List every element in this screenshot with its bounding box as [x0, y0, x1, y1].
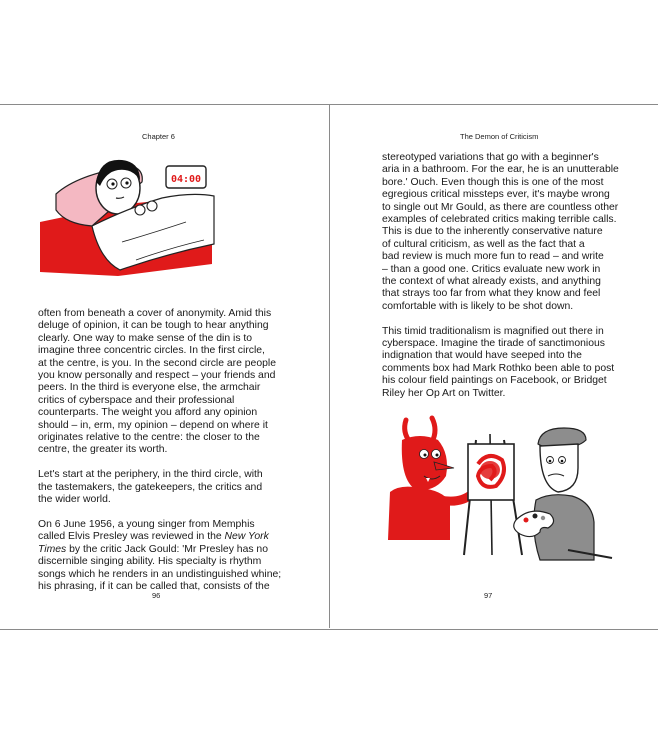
text-line: – than a good one. Critics evaluate new work in: [382, 263, 601, 275]
text-line: On 6 June 1956, a young singer from Memphis: [38, 518, 255, 530]
illustration-devil-and-painter: [380, 410, 620, 575]
text-line: originates relative to the centre: the closer to the: [38, 432, 260, 444]
paragraph: [38, 308, 290, 457]
text-line: the wider world.: [38, 494, 111, 506]
text-line: stereotyped variations that go with a beginner's: [382, 152, 599, 163]
text-line: [38, 531, 290, 543]
text-line: the context of what already exists, and anything: [382, 276, 601, 288]
text-line: imagine three concentric circles. In the first circle,: [38, 345, 265, 357]
devil-head: [402, 436, 447, 490]
devil-body: [388, 487, 450, 540]
text-line: should – in, erm, my opinion – depend on where it: [38, 419, 268, 431]
text-line: critics of cyberspace and their professional: [38, 394, 235, 406]
text-line: cyberspace. Imagine the tirade of sanctimonious: [382, 338, 605, 350]
text-line: you know personally and respect – your friends and: [38, 370, 276, 382]
text-line: examples of celebrated critics making terrible calls.: [382, 214, 617, 226]
paragraph: [382, 152, 634, 313]
text-line: comfortable with is likely to be shot down.: [382, 300, 574, 312]
italic-title: Times: [38, 543, 67, 555]
text-line: his phrasing, if it can be called that, consists of the: [38, 580, 270, 592]
painter-head: [540, 444, 578, 492]
paragraph: [38, 469, 290, 506]
text-line: peers. In the third is everyone else, the armchair: [38, 382, 261, 394]
easel: [464, 434, 522, 555]
sleeper-head: [96, 160, 140, 214]
running-head-left: Chapter 6: [142, 132, 175, 141]
text-line: bad review is much more fun to read – and write: [382, 251, 604, 263]
text-line: often from beneath a cover of anonymity. Amid this: [38, 308, 272, 319]
alarm-clock-icon: [166, 166, 206, 188]
text-line: his colour field paintings on Facebook, or Bridget: [382, 375, 607, 387]
text-line: centre, the greater its worth.: [38, 444, 168, 456]
text-line: that strays too far from what they know and feel: [382, 288, 601, 300]
text-line: at the centre, is you. In the second circle are people: [38, 357, 276, 369]
painter-figure: [514, 428, 612, 560]
text-line: clearly. One way to make sense of the din is to: [38, 332, 253, 344]
text-line: the tastemakers, the gatekeepers, the critics and: [38, 481, 263, 493]
text-line: discernible singing ability. His specialty is rhythm: [38, 556, 262, 568]
paragraph: [382, 326, 634, 400]
left-page-body: [38, 308, 290, 593]
text-line: comments box had Mark Rothko been able to post: [382, 362, 615, 374]
text-run: by the critic Jack Gould: 'Mr Presley has no: [66, 543, 268, 555]
text-line: songs which he renders in an undistinguished whine;: [38, 568, 282, 580]
text-line: bore.' Ouch. Even though this is one of the most: [382, 176, 604, 188]
text-line: [38, 544, 290, 556]
book-gutter: [329, 104, 330, 628]
text-line: This is due to the inherently conservative nature: [382, 226, 603, 238]
clock-digits: 04:00: [170, 174, 202, 185]
text-line: aria in a bathroom. For the ear, he is an unutterable: [382, 164, 619, 176]
page-number-right: 97: [484, 591, 493, 600]
text-line: of cultural criticism, as well as the fact that a: [382, 238, 585, 250]
text-line: Riley her Op Art on Twitter.: [382, 387, 506, 399]
text-line: counterparts. The weight you afford any opinion: [38, 407, 258, 419]
illustration-man-in-bed: [36, 152, 216, 282]
running-head-right: The Demon of Criticism: [460, 132, 539, 141]
text-line: to single out Mr Gould, as there are countless other: [382, 201, 619, 213]
text-run: called Elvis Presley was reviewed in the: [38, 531, 225, 543]
paragraph: [38, 519, 290, 593]
text-line: Let's start at the periphery, in the third circle, with: [38, 469, 263, 481]
text-line: indignation that would have seeped into the: [382, 350, 582, 362]
text-line: This timid traditionalism is magnified out there in: [382, 325, 604, 337]
italic-title: New York: [224, 531, 269, 543]
page-number-left: 96: [152, 591, 161, 600]
text-line: deluge of opinion, it can be tough to hear anything: [38, 320, 269, 332]
text-line: egregious critical missteps ever, it's maybe wrong: [382, 189, 610, 201]
right-page-body: [382, 152, 634, 400]
